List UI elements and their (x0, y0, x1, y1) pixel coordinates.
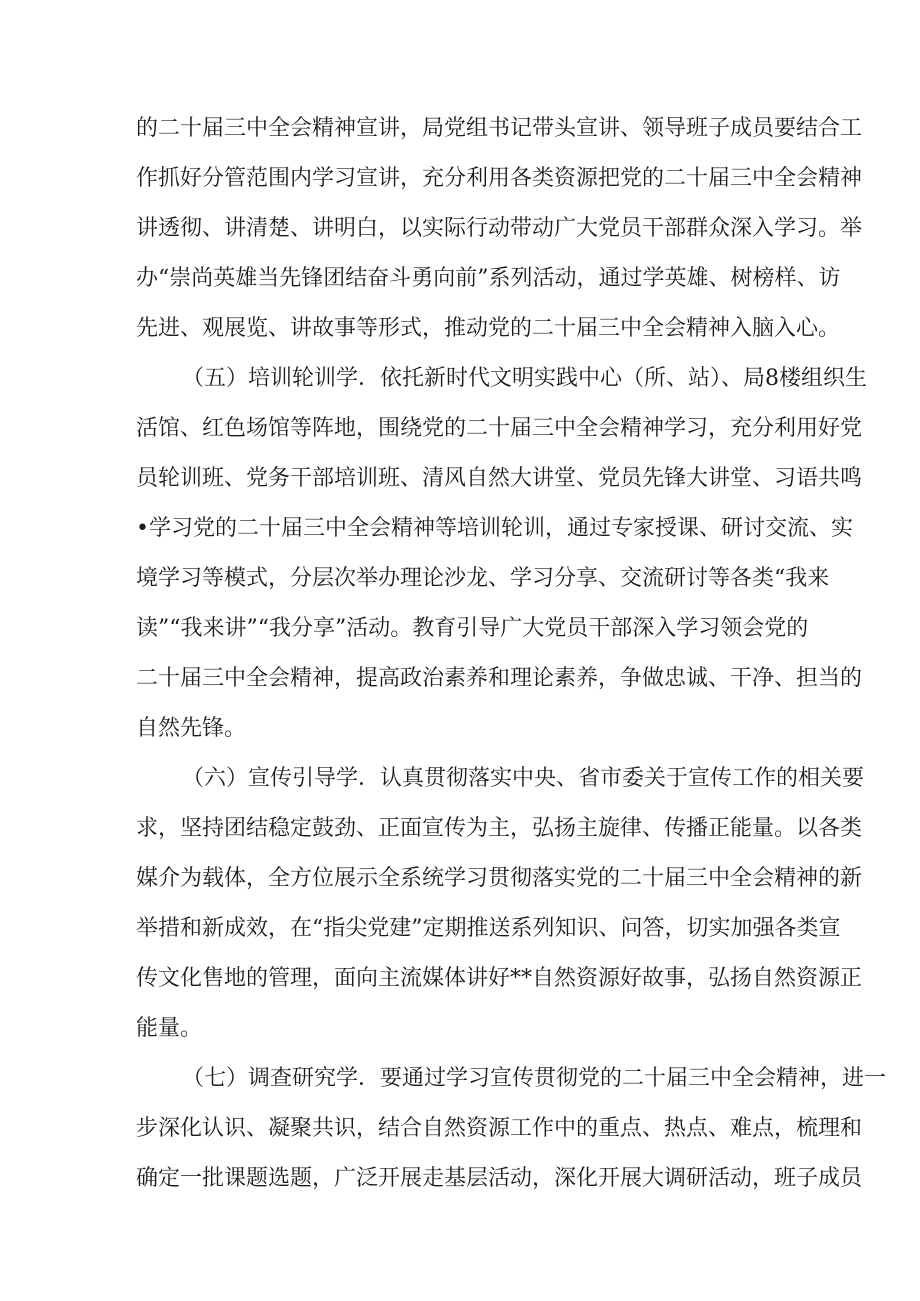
text-line: 求，坚持团结稳定鼓劲、正面宣传为主，弘扬主旋律、传播正能量。以各类 (136, 816, 863, 841)
text-line: 活馆、红色场馆等阵地，围绕党的二十届三中全会精神学习，充分利用好党 (136, 416, 863, 441)
text-line: 确定一批课题选题，广泛开展走基层活动，深化开展大调研活动，班子成员 (136, 1166, 863, 1191)
text-line: 先进、观展览、讲故事等形式，推动党的二十届三中全会精神入脑入心。 (136, 316, 841, 341)
section-heading-five: （五）培训轮训学．依托新时代文明实践中心（所、站）、局8楼组织生 (182, 366, 867, 391)
text-line: 员轮训班、党务干部培训班、清风自然大讲堂、党员先锋大讲堂、习语共鸣 (136, 466, 863, 491)
text-line: 办“崇尚英雄当先锋团结奋斗勇向前”系列活动，通过学英雄、树榜样、访 (136, 266, 841, 291)
text-line: •学习党的二十届三中全会精神等培训轮训，通过专家授课、研讨交流、实 (136, 516, 853, 541)
text-line: 举措和新成效，在“指尖党建”定期推送系列知识、问答，切实加强各类宣 (136, 916, 841, 941)
text-line: 境学习等模式，分层次举办理论沙龙、学习分享、交流研讨等各类“我来 (136, 566, 830, 591)
text-line: 能量。 (136, 1016, 203, 1041)
text-line: 的二十届三中全会精神宣讲，局党组书记带头宣讲、领导班子成员要结合工 (136, 116, 863, 141)
text-line: 步深化认识、凝聚共识，结合自然资源工作中的重点、热点、难点，梳理和 (136, 1116, 863, 1141)
text-line: 读”“我来讲”“我分享”活动。教育引导广大党员干部深入学习领会党的 (136, 616, 809, 641)
text-line: 讲透彻、讲清楚、讲明白，以实际行动带动广大党员干部群众深入学习。举 (136, 216, 863, 241)
text-line: 传文化售地的管理，面向主流媒体讲好**自然资源好故事，弘扬自然资源正 (136, 966, 863, 991)
text-line: 二十届三中全会精神，提高政治素养和理论素养，争做忠诚、干净、担当的 (136, 666, 863, 691)
text-line: 自然先锋。 (136, 716, 247, 741)
section-heading-six: （六）宣传引导学．认真贯彻落实中央、省市委关于宣传工作的相关要 (182, 766, 865, 791)
text-line: 作抓好分管范围内学习宣讲，充分利用各类资源把党的二十届三中全会精神 (136, 166, 863, 191)
text-line: 媒介为载体，全方位展示全系统学习贯彻落实党的二十届三中全会精神的新 (136, 866, 863, 891)
section-heading-seven: （七）调查研究学．要通过学习宣传贯彻党的二十届三中全会精神，进一 (182, 1066, 887, 1091)
